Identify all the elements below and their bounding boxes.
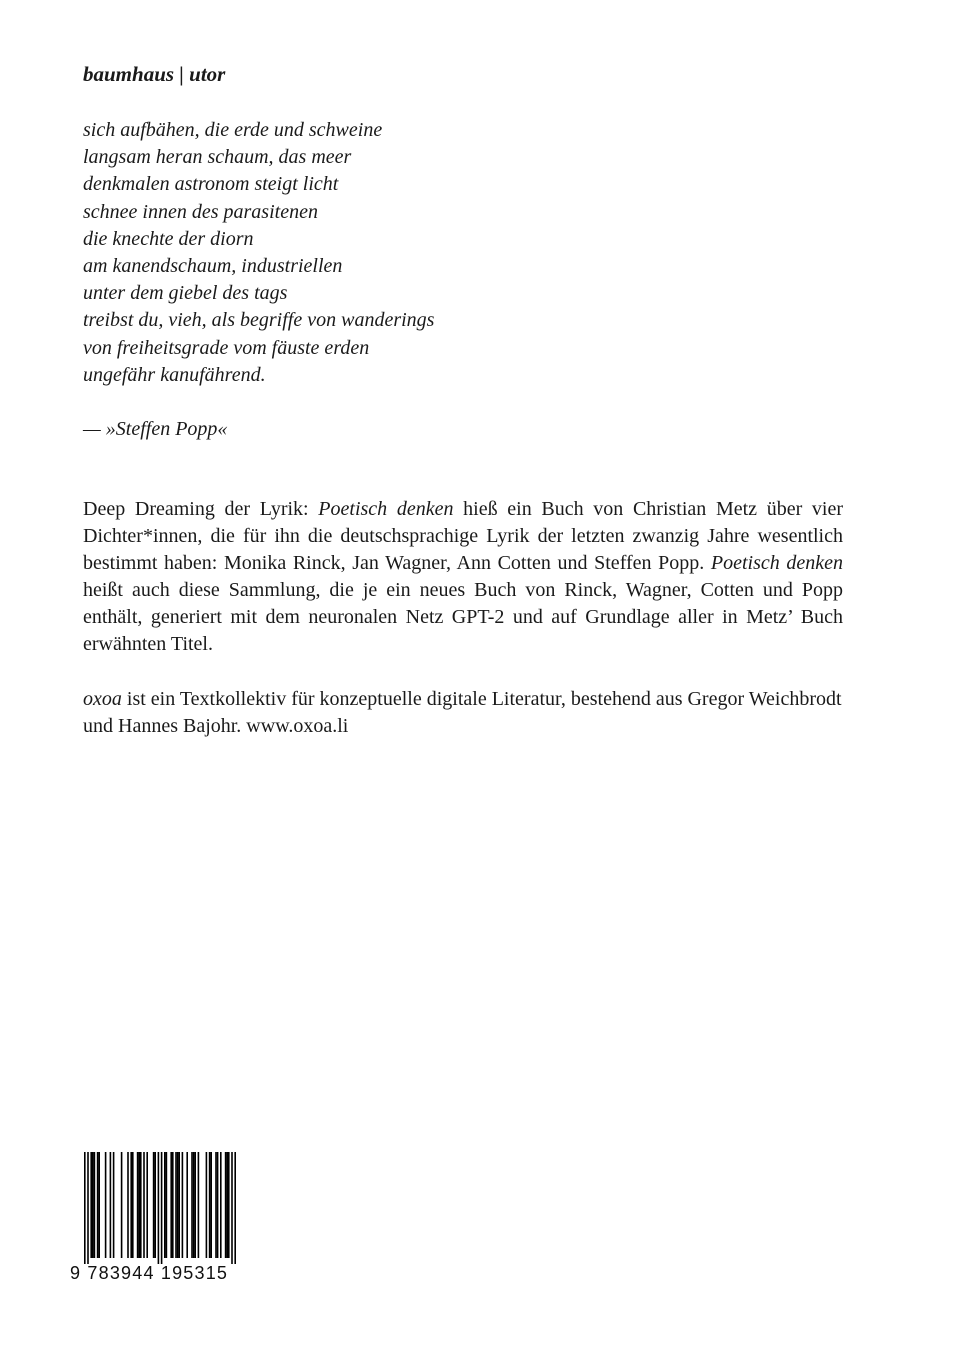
barcode-bar: [121, 1152, 123, 1258]
barcode-bar: [105, 1152, 107, 1258]
barcode-bar: [194, 1152, 196, 1258]
poem-line: langsam heran schaum, das meer: [83, 146, 352, 169]
barcode-bar: [191, 1152, 193, 1258]
barcode-bar: [97, 1152, 99, 1258]
barcode-bar: [209, 1152, 211, 1258]
barcode-bar: [87, 1152, 89, 1264]
barcode-bar: [220, 1152, 222, 1258]
barcode-bar: [217, 1152, 219, 1258]
barcode-bar: [206, 1152, 208, 1258]
barcode-bar: [166, 1152, 168, 1258]
poem-line: treibst du, vieh, als begriffe von wanderings: [83, 309, 435, 332]
barcode-bar: [175, 1152, 177, 1258]
barcode-bar: [140, 1152, 142, 1258]
barcode-bar: [161, 1152, 163, 1264]
barcode-bar: [228, 1152, 230, 1258]
collective-name: oxoa: [83, 688, 122, 710]
barcode-bar: [164, 1152, 166, 1258]
barcode-bar: [225, 1152, 227, 1258]
barcode-bar: [127, 1152, 129, 1258]
barcode-bar: [90, 1152, 92, 1258]
blurb-text: Deep Dreaming der Lyrik:: [83, 498, 319, 520]
barcode-bar: [94, 1152, 96, 1258]
poem-title: baumhaus | utor: [83, 62, 226, 86]
publisher-note: [83, 686, 873, 740]
barcode-bar: [132, 1152, 134, 1258]
barcode-bar: [182, 1152, 184, 1258]
barcode-bar: [231, 1152, 233, 1264]
book-title-reference: Poetisch denken: [710, 552, 844, 574]
barcode-bar: [215, 1152, 217, 1258]
barcode-bar: [92, 1152, 94, 1258]
barcode-bar: [193, 1152, 195, 1258]
barcode-bar: [113, 1152, 115, 1258]
isbn-digits: 9 783944 195315: [70, 1263, 229, 1283]
blurb-text: heißt auch diese Sammlung, die je ein neues Buch von Rinck, Wagner, Cotten und Popp enthält, generiert mit dem neuronalen Netz GPT-2 und auf Grundlage aller in Metz’ Buch erwähnten Titel.: [83, 579, 843, 655]
poem-line: schnee innen des parasitenen: [83, 200, 318, 223]
barcode-bar: [210, 1152, 212, 1258]
barcode-bar: [143, 1152, 145, 1258]
barcode-bar: [137, 1152, 139, 1258]
poem-line: von freiheitsgrade vom fäuste erden: [83, 336, 370, 359]
poem-line: unter dem giebel des tags: [83, 282, 288, 305]
poem-line: ungefähr kanufährend.: [83, 363, 266, 386]
barcode-bar: [198, 1152, 200, 1258]
barcode-bar: [138, 1152, 140, 1258]
barcode-bar: [226, 1152, 228, 1258]
publisher-note-text: ist ein Textkollektiv für konzeptuelle digitale Literatur, bestehend aus Gregor Weichbrodt und Hannes Bajohr. www.oxoa.li: [83, 688, 842, 737]
book-description: [83, 496, 843, 658]
barcode-bar: [153, 1152, 155, 1258]
isbn-barcode: [70, 1152, 238, 1292]
barcode-bar: [130, 1152, 132, 1258]
poem-line: am kanendschaum, industriellen: [83, 255, 343, 278]
poem: [83, 117, 434, 389]
barcode-bar: [158, 1152, 160, 1264]
barcode-bar: [146, 1152, 148, 1258]
book-title-reference: Poetisch denken: [318, 498, 454, 520]
poem-attribution: — »Steffen Popp«: [83, 418, 228, 440]
poem-line: denkmalen astronom steigt licht: [83, 173, 339, 196]
barcode-bar: [98, 1152, 100, 1258]
barcode-bar: [172, 1152, 174, 1258]
barcode-bar: [154, 1152, 156, 1258]
barcode-bars: [70, 1152, 238, 1264]
barcode-bar: [178, 1152, 180, 1258]
poem-line: sich aufbähen, die erde und schweine: [83, 119, 383, 141]
barcode-bar: [170, 1152, 172, 1258]
blurb-text: hieß ein Buch von Christian Metz über vier Dichter*innen, die für ihn die deutschsprachige Lyrik der letzten zwanzig Jahre wesentlich bestimmt haben: Monika Rinck, Jan Wagner, Ann Cotten und Steffen Popp.: [83, 498, 844, 574]
barcode-bar: [177, 1152, 179, 1258]
barcode-bar: [186, 1152, 188, 1258]
barcode-bar: [234, 1152, 236, 1264]
poem-line: die knechte der diorn: [83, 227, 254, 250]
barcode-bar: [110, 1152, 112, 1258]
barcode-bar: [84, 1152, 86, 1264]
